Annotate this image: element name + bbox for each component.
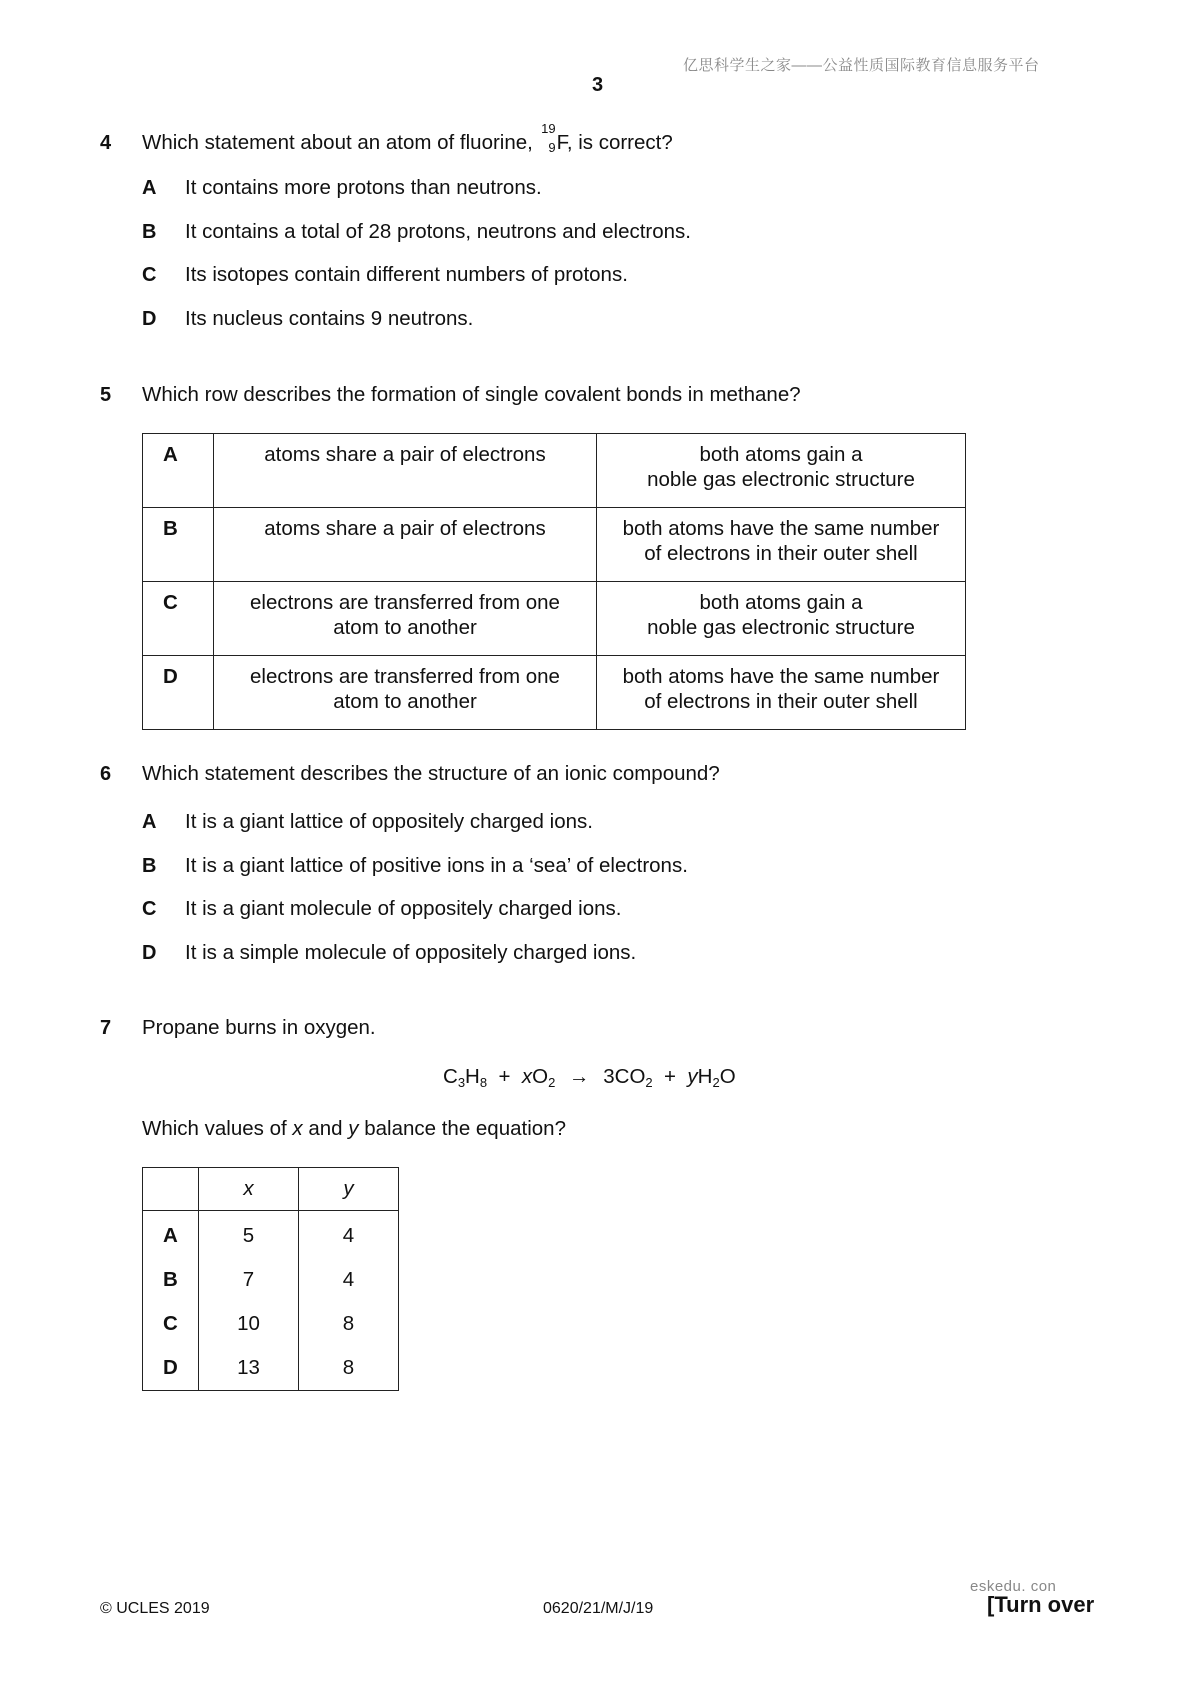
fluorine-isotope-notation [539, 121, 557, 155]
bond-description-cell [214, 434, 597, 508]
cell-line: both atoms have the same number [622, 665, 940, 688]
table-row [143, 508, 966, 582]
table-row [143, 1211, 399, 1259]
cell-line: noble gas electronic structure [647, 468, 915, 491]
q4-option-a-text: It contains more protons than neutrons. [185, 176, 542, 199]
x-value: 13 [199, 1346, 299, 1391]
cell-line: atom to another [333, 616, 477, 639]
q4-option-b-letter: B [142, 221, 157, 243]
eq-water-hydrogen: H [697, 1065, 713, 1088]
y-value: 8 [299, 1346, 399, 1391]
y-value: 8 [299, 1302, 399, 1346]
x-value: 5 [199, 1211, 299, 1259]
table-row [143, 434, 966, 508]
question-7-text: Propane burns in oxygen. [142, 1016, 376, 1039]
row-letter: C [143, 582, 214, 656]
q6-option-a-letter: A [142, 811, 157, 833]
q6-option-b-text: It is a giant lattice of positive ions in a ‘sea’ of electrons. [185, 854, 688, 877]
q6-option-a-text: It is a giant lattice of oppositely charged ions. [185, 810, 593, 833]
q4-option-b-text: It contains a total of 28 protons, neutrons and electrons. [185, 220, 691, 243]
cell-line: both atoms have the same number [622, 517, 940, 540]
question-4-text-before: Which statement about an atom of fluorine, [142, 131, 533, 154]
q4-option-c-text: Its isotopes contain different numbers of protons. [185, 263, 628, 286]
question-5-number: 5 [100, 384, 112, 406]
page-number: 3 [592, 74, 604, 96]
eq-hydrogen-subscript: 8 [479, 1075, 488, 1090]
structure-description-cell [597, 582, 966, 656]
prompt-x: x [292, 1117, 303, 1140]
structure-description-cell [597, 434, 966, 508]
eq-y-coefficient: y [687, 1065, 698, 1088]
cell-line: both atoms gain a [699, 591, 863, 614]
eq-hydrogen: H [465, 1065, 480, 1088]
eq-oxygen-subscript: 2 [548, 1075, 556, 1090]
question-5-text: Which row describes the formation of single covalent bonds in methane? [142, 383, 801, 406]
cell-line: atoms share a pair of electrons [264, 517, 546, 540]
q4-option-a-letter: A [142, 177, 157, 199]
q7-values-table [142, 1167, 399, 1391]
cell-line: electrons are transferred from one [250, 591, 560, 614]
footer-watermark: eskedu. con [970, 1578, 1057, 1595]
footer-paper-code: 0620/21/M/J/19 [543, 1600, 654, 1617]
q6-option-b-letter: B [142, 855, 157, 877]
q6-option-d-letter: D [142, 942, 157, 964]
row-letter: D [143, 1346, 199, 1391]
cell-line: atom to another [333, 690, 477, 713]
eq-plus: + [664, 1065, 677, 1088]
prompt-part: Which values of [142, 1117, 293, 1140]
cell-line: of electrons in their outer shell [644, 690, 918, 713]
cell-line: atoms share a pair of electrons [264, 443, 546, 466]
prompt-part: balance the equation? [358, 1117, 566, 1140]
cell-line: noble gas electronic structure [647, 616, 915, 639]
q4-option-d-text: Its nucleus contains 9 neutrons. [185, 307, 474, 330]
q4-option-d-letter: D [142, 308, 157, 330]
header-x: x [199, 1168, 299, 1211]
eq-water-subscript: 2 [712, 1075, 720, 1090]
q5-options-table [142, 433, 966, 730]
isotope-mass-number: 19 [541, 121, 556, 136]
header-watermark: 亿思科学生之家——公益性质国际教育信息服务平台 [683, 57, 1040, 74]
table-row [143, 1302, 399, 1346]
eq-oxygen: O [532, 1065, 549, 1088]
table-row [143, 1258, 399, 1302]
x-value: 10 [199, 1302, 299, 1346]
eq-carbon-dioxide-subscript: 2 [645, 1075, 653, 1090]
isotope-symbol: F [556, 131, 567, 154]
table-header-row [143, 1168, 399, 1211]
row-letter: B [143, 508, 214, 582]
cell-line: electrons are transferred from one [250, 665, 560, 688]
q6-option-c-letter: C [142, 898, 157, 920]
row-letter: A [143, 1211, 199, 1259]
question-4-number: 4 [100, 132, 112, 154]
table-row [143, 1346, 399, 1391]
row-letter: C [143, 1302, 199, 1346]
row-letter: B [143, 1258, 199, 1302]
question-7-number: 7 [100, 1017, 112, 1039]
structure-description-cell [597, 656, 966, 730]
eq-arrow-icon: → [569, 1065, 590, 1088]
question-4-text [142, 121, 673, 155]
cell-line: of electrons in their outer shell [644, 542, 918, 565]
bond-description-cell [214, 508, 597, 582]
bond-description-cell [214, 582, 597, 656]
cell-line: both atoms gain a [699, 443, 863, 466]
question-4-text-after: , is correct? [566, 131, 673, 154]
row-letter: A [143, 434, 214, 508]
isotope-atomic-number: 9 [548, 140, 556, 155]
header-y: y [299, 1168, 399, 1211]
bond-description-cell [214, 656, 597, 730]
eq-carbon: C [443, 1065, 458, 1088]
question-7-prompt [142, 1117, 566, 1141]
footer-turn-over: [Turn over [987, 1592, 1095, 1617]
table-row [143, 582, 966, 656]
structure-description-cell [597, 508, 966, 582]
y-value: 4 [299, 1258, 399, 1302]
prompt-part: and [302, 1117, 349, 1140]
q4-option-c-letter: C [142, 264, 157, 286]
row-letter: D [143, 656, 214, 730]
header-empty-cell [143, 1168, 199, 1211]
propane-combustion-equation [443, 1065, 736, 1089]
eq-x-coefficient: x [521, 1065, 533, 1088]
eq-plus: + [498, 1065, 511, 1088]
y-value: 4 [299, 1211, 399, 1259]
eq-carbon-subscript: 3 [457, 1075, 466, 1090]
footer-copyright: © UCLES 2019 [100, 1600, 210, 1617]
q6-option-c-text: It is a giant molecule of oppositely charged ions. [185, 897, 622, 920]
question-6-number: 6 [100, 763, 112, 785]
x-value: 7 [199, 1258, 299, 1302]
eq-carbon-dioxide: 3CO [603, 1065, 646, 1088]
eq-water-oxygen: O [719, 1065, 736, 1088]
q6-option-d-text: It is a simple molecule of oppositely charged ions. [185, 941, 637, 964]
question-6-text: Which statement describes the structure of an ionic compound? [142, 762, 720, 785]
prompt-y: y [348, 1117, 359, 1140]
table-row [143, 656, 966, 730]
